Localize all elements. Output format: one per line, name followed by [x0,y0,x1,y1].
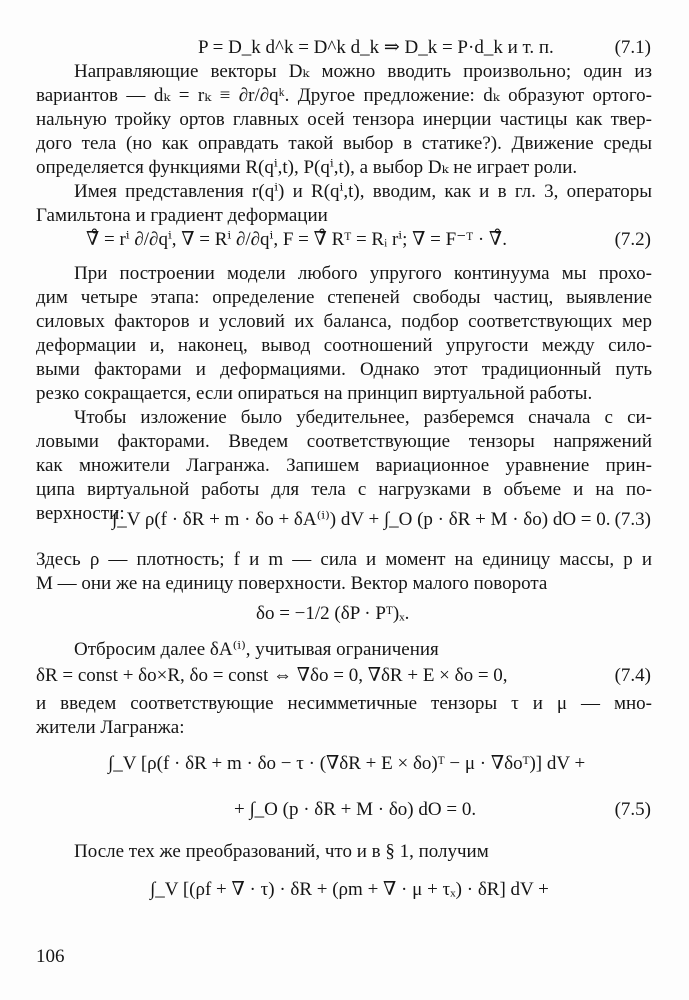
text-line: определяется функциями R(qⁱ,t), P(qⁱ,t), а выбор Dₖ не играет роли. [36,157,578,178]
text-line: Гамильтона и градиент деформации [36,205,328,226]
text-line: Здесь ρ — плотность; f и m — сила и момент на единицу массы, p и [36,549,652,570]
text-line: жители Лагранжа: [36,717,185,738]
equation: δR = const + δo×R, δo = const ⇔ ∇δo = 0, ∇δR + E × δo = 0, [36,665,508,686]
text-line: силовых факторов и условий их баланса, подбор соответствующих мер [36,311,652,332]
equation-number: (7.5) [614,799,651,820]
text-line: дого тела (но как оправдать такой выбор в статике?). Движение среды [36,133,652,154]
page-number: 106 [36,946,65,967]
text-line: При построении модели любого упругого континуума мы прохо- [74,263,652,284]
text-line: дим четыре этапа: определение степеней свободы частиц, выявление [36,287,652,308]
text-line: как множители Лагранжа. Запишем вариационное уравнение прин- [36,455,652,476]
text-line: деформации и, наконец, вывод соотношений упругости между сило- [36,335,652,356]
equation-number: (7.4) [614,665,651,686]
text-line: Отбросим далее δA⁽ⁱ⁾, учитывая ограничения [74,639,439,660]
text-line: и введем соответствующие несимметичные тензоры τ и μ — мно- [36,693,652,714]
text-line: резко сокращается, если опираться на принцип виртуальной работы. [36,383,593,404]
text-line: нальную тройку ортов главных осей тензора инерции частицы как твер- [36,109,652,130]
equation: ∫_V ρ(f · δR + m · δo + δA⁽ⁱ⁾) dV + ∫_O (p · δR + M · δo) dO = 0. [112,509,611,530]
text-line: ципа виртуальной работы для тела с нагрузками в объеме и на по- [36,479,652,500]
equation: + ∫_O (p · δR + M · δo) dO = 0. [234,799,477,820]
text-line: Имея представления r(qⁱ) и R(qⁱ,t), вводим, как и в гл. 3, операторы [74,181,652,202]
text-line: M — они же на единицу поверхности. Вектор малого поворота [36,573,548,594]
equation: δo = −1/2 (δP · Pᵀ)ₓ. [256,603,410,624]
text-line: После тех же преобразований, что и в § 1, получим [74,841,489,862]
equation: ∫_V [(ρf + ∇ · τ) · δR + (ρm + ∇ · μ + τₓ) · δR] dV + [150,879,549,900]
text-line: вариантов — dₖ = rₖ ≡ ∂r/∂qᵏ. Другое предложение: dₖ образуют ортого- [36,85,652,106]
equation-number: (7.3) [614,509,651,530]
text-line: ловыми факторами. Введем соответствующие тензоры напряжений [36,431,652,452]
equation-number: (7.1) [614,37,651,58]
text-line: Направляющие векторы Dₖ можно вводить произвольно; один из [74,61,652,82]
text-line: верхности: [36,503,125,524]
equation: ∇̊ = rⁱ ∂/∂qⁱ, ∇ = Rⁱ ∂/∂qⁱ, F = ∇̊ Rᵀ = Rᵢ rⁱ; ∇ = F⁻ᵀ · ∇̊. [86,229,507,250]
equation: P = D_k d^k = D^k d_k ⇒ D_k = P·d_k и т. п. [198,37,554,58]
text-line: выми факторами и деформациями. Однако этот традиционный путь [36,359,652,380]
text-line: Чтобы изложение было убедительнее, разберемся сначала с си- [74,407,652,428]
equation-number: (7.2) [614,229,651,250]
equation: ∫_V [ρ(f · δR + m · δo − τ · (∇δR + E × δo)ᵀ − μ · ∇δoᵀ)] dV + [108,753,586,774]
